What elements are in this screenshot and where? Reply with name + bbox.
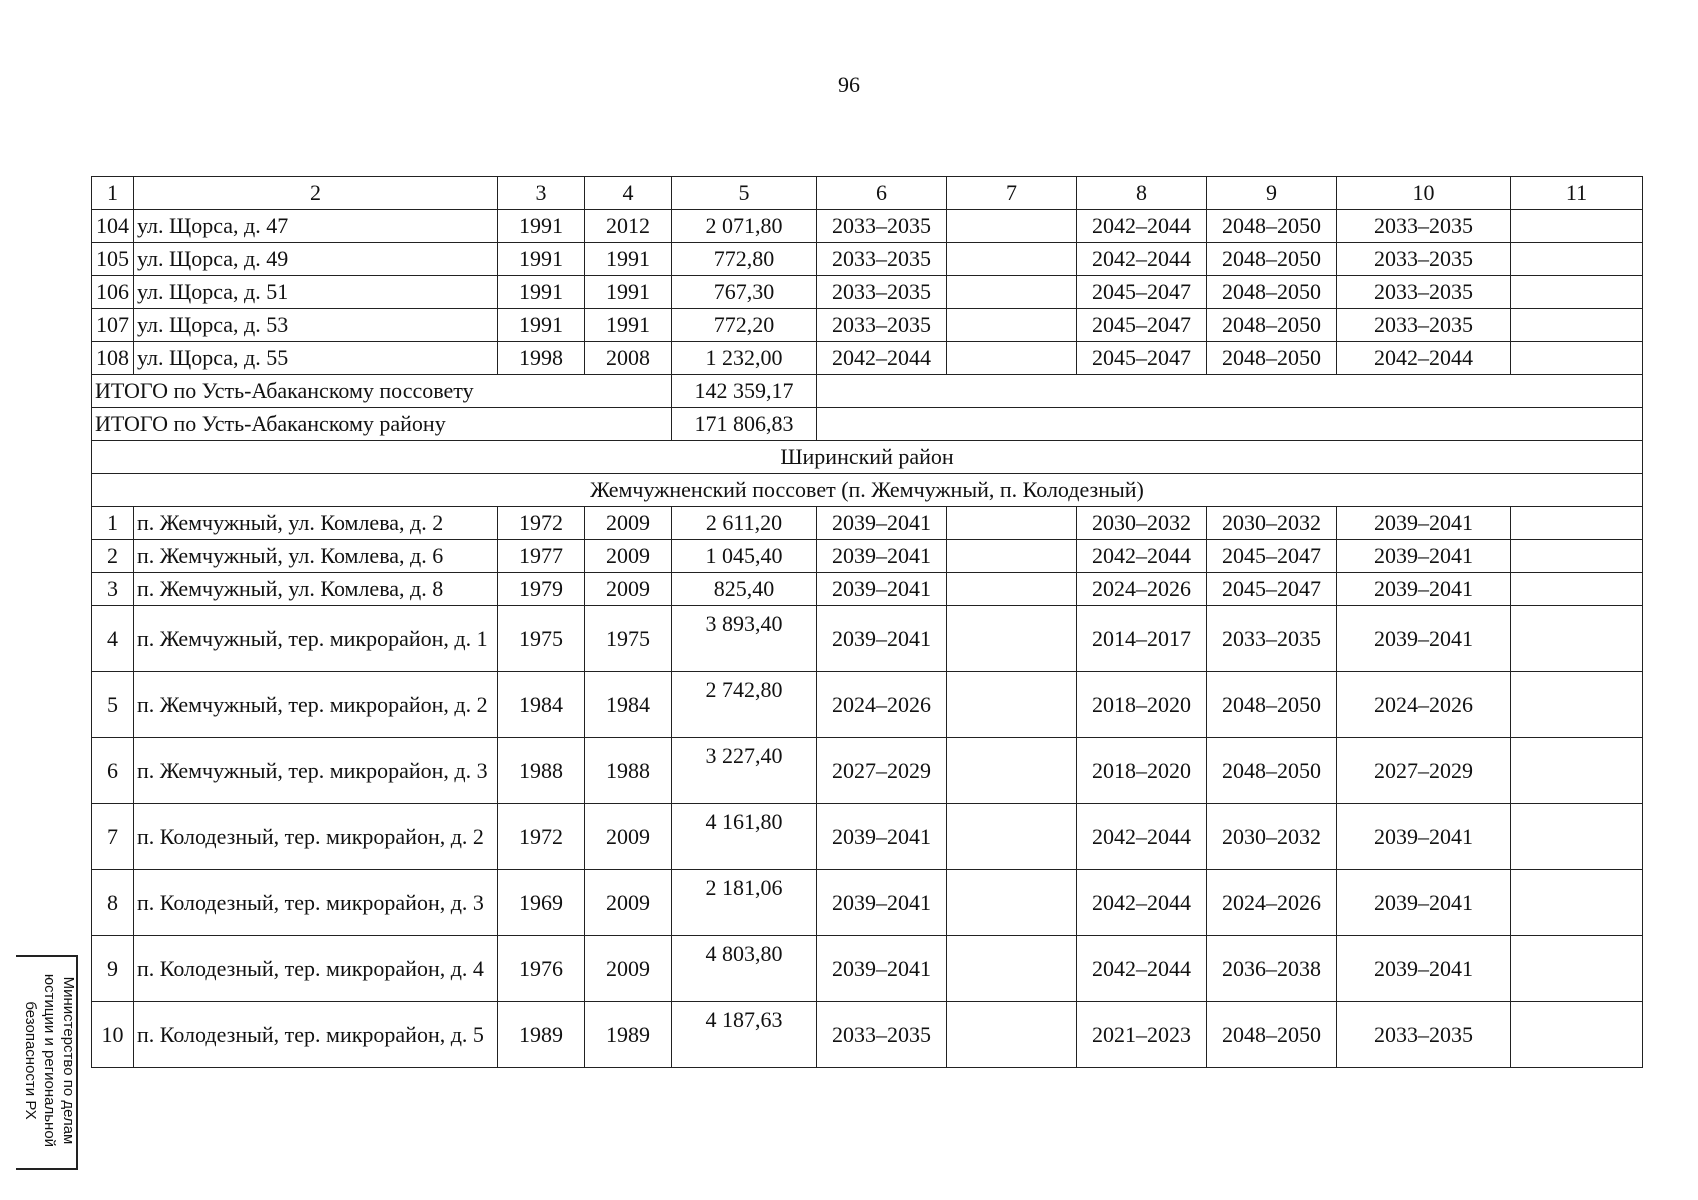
table-cell (1511, 243, 1643, 276)
table-cell: 2042–2044 (817, 342, 947, 375)
table-cell (947, 210, 1077, 243)
table-cell (1511, 870, 1643, 936)
table-cell: 2008 (585, 342, 672, 375)
table-cell: 105 (92, 243, 134, 276)
table-cell: 2033–2035 (1337, 276, 1511, 309)
total-value: 142 359,17 (672, 375, 817, 408)
table-cell: 1991 (585, 276, 672, 309)
table-row (92, 507, 1643, 540)
table-cell (1511, 507, 1643, 540)
table-cell: 1 (92, 507, 134, 540)
table-cell: 1991 (498, 210, 585, 243)
table-row (92, 936, 1643, 1002)
table-cell: 1991 (498, 243, 585, 276)
table-cell: 2042–2044 (1337, 342, 1511, 375)
column-header: 4 (585, 177, 672, 210)
table-cell (947, 309, 1077, 342)
table-cell: 2045–2047 (1207, 540, 1337, 573)
table-cell: 2018–2020 (1077, 672, 1207, 738)
table-cell: 767,30 (672, 276, 817, 309)
table-cell: 2033–2035 (817, 243, 947, 276)
table-row (92, 309, 1643, 342)
table-cell: 2045–2047 (1207, 573, 1337, 606)
table-cell: 2033–2035 (1337, 210, 1511, 243)
table-cell: 3 (92, 573, 134, 606)
table-cell (947, 507, 1077, 540)
table-cell: 1984 (498, 672, 585, 738)
table-cell (1511, 210, 1643, 243)
table-row (92, 276, 1643, 309)
table-cell (1511, 738, 1643, 804)
table-cell: 1989 (585, 1002, 672, 1068)
table-cell: 4 161,80 (672, 804, 817, 870)
table-cell: 2033–2035 (817, 309, 947, 342)
table-cell: 2048–2050 (1207, 1002, 1337, 1068)
table-cell: 2039–2041 (1337, 540, 1511, 573)
table-cell: 2009 (585, 804, 672, 870)
table-cell: 2045–2047 (1077, 309, 1207, 342)
total-blank (817, 375, 1643, 408)
table-cell: 2030–2032 (1077, 507, 1207, 540)
address-cell: п. Жемчужный, тер. микрорайон, д. 1 (134, 606, 498, 672)
header-row (92, 177, 1643, 210)
column-header: 2 (134, 177, 498, 210)
table-cell: 1991 (498, 276, 585, 309)
table-cell: 2042–2044 (1077, 210, 1207, 243)
table-cell: 2042–2044 (1077, 936, 1207, 1002)
settlement-title: Жемчужненский поссовет (п. Жемчужный, п. Колодезный) (92, 474, 1643, 507)
table-cell: 1979 (498, 573, 585, 606)
total-row (92, 375, 1643, 408)
table-cell: 1991 (498, 309, 585, 342)
table-cell (1511, 540, 1643, 573)
table-cell: 1969 (498, 870, 585, 936)
column-header: 7 (947, 177, 1077, 210)
table-cell: 2033–2035 (1337, 243, 1511, 276)
table-cell (947, 936, 1077, 1002)
page-number: 96 (838, 72, 860, 97)
table-cell (947, 870, 1077, 936)
total-row (92, 408, 1643, 441)
column-header: 1 (92, 177, 134, 210)
table-cell: 4 187,63 (672, 1002, 817, 1068)
table-cell: 1988 (498, 738, 585, 804)
address-cell: ул. Щорса, д. 49 (134, 243, 498, 276)
table-cell: 1991 (585, 309, 672, 342)
table-cell: 2048–2050 (1207, 309, 1337, 342)
column-header: 5 (672, 177, 817, 210)
table-row (92, 1002, 1643, 1068)
table-cell: 2039–2041 (817, 804, 947, 870)
table-cell: 2039–2041 (1337, 936, 1511, 1002)
table-cell: 4 (92, 606, 134, 672)
address-cell: п. Жемчужный, ул. Комлева, д. 8 (134, 573, 498, 606)
table-cell: 1972 (498, 804, 585, 870)
table-cell: 5 (92, 672, 134, 738)
table-cell: 3 227,40 (672, 738, 817, 804)
address-cell: п. Жемчужный, ул. Комлева, д. 2 (134, 507, 498, 540)
table-cell: 2012 (585, 210, 672, 243)
address-cell: п. Колодезный, тер. микрорайон, д. 3 (134, 870, 498, 936)
stamp-line: безопасности РХ (22, 1001, 39, 1120)
table-cell: 107 (92, 309, 134, 342)
table-cell: 10 (92, 1002, 134, 1068)
housing-repair-table (91, 176, 1643, 1068)
table-cell: 2009 (585, 507, 672, 540)
table-row (92, 738, 1643, 804)
table-cell (1511, 309, 1643, 342)
table-cell (947, 540, 1077, 573)
table-cell: 8 (92, 870, 134, 936)
table-cell: 2045–2047 (1077, 342, 1207, 375)
table-cell: 1989 (498, 1002, 585, 1068)
table-cell: 2039–2041 (1337, 870, 1511, 936)
table-cell (1511, 936, 1643, 1002)
column-header: 9 (1207, 177, 1337, 210)
table-cell: 2042–2044 (1077, 870, 1207, 936)
column-header: 8 (1077, 177, 1207, 210)
table-row (92, 540, 1643, 573)
table-cell: 2048–2050 (1207, 342, 1337, 375)
table-cell: 2039–2041 (817, 606, 947, 672)
table-cell: 2030–2032 (1207, 804, 1337, 870)
table-cell: 2027–2029 (1337, 738, 1511, 804)
table-row (92, 342, 1643, 375)
table-cell (1511, 606, 1643, 672)
table-cell: 2027–2029 (817, 738, 947, 804)
table-cell: 1991 (585, 243, 672, 276)
address-cell: п. Колодезный, тер. микрорайон, д. 4 (134, 936, 498, 1002)
table-cell: 1975 (585, 606, 672, 672)
address-cell: п. Колодезный, тер. микрорайон, д. 5 (134, 1002, 498, 1068)
table-row (92, 804, 1643, 870)
table-cell: 2 611,20 (672, 507, 817, 540)
table-cell (947, 276, 1077, 309)
table-cell: 2024–2026 (1337, 672, 1511, 738)
table-cell: 1988 (585, 738, 672, 804)
table-cell: 2048–2050 (1207, 738, 1337, 804)
column-header: 3 (498, 177, 585, 210)
table-cell: 2039–2041 (817, 540, 947, 573)
table-cell: 2036–2038 (1207, 936, 1337, 1002)
table-cell: 1 045,40 (672, 540, 817, 573)
table-cell: 2030–2032 (1207, 507, 1337, 540)
table-cell: 2042–2044 (1077, 243, 1207, 276)
table-cell: 2048–2050 (1207, 672, 1337, 738)
address-cell: п. Жемчужный, тер. микрорайон, д. 2 (134, 672, 498, 738)
table-cell: 2024–2026 (1207, 870, 1337, 936)
table-cell (947, 573, 1077, 606)
table-cell: 2033–2035 (817, 276, 947, 309)
address-cell: п. Колодезный, тер. микрорайон, д. 2 (134, 804, 498, 870)
table-cell: 1972 (498, 507, 585, 540)
table-cell: 2033–2035 (1207, 606, 1337, 672)
table-row (92, 573, 1643, 606)
table-cell: 2024–2026 (1077, 573, 1207, 606)
table-cell: 2042–2044 (1077, 540, 1207, 573)
total-blank (817, 408, 1643, 441)
table-row (92, 210, 1643, 243)
table-cell: 9 (92, 936, 134, 1002)
total-value: 171 806,83 (672, 408, 817, 441)
table-cell: 108 (92, 342, 134, 375)
district-title: Ширинский район (92, 441, 1643, 474)
table-cell (1511, 573, 1643, 606)
table-cell: 2 071,80 (672, 210, 817, 243)
table-cell: 2033–2035 (1337, 309, 1511, 342)
table-cell: 2 (92, 540, 134, 573)
table-cell (947, 342, 1077, 375)
table-cell: 2039–2041 (817, 870, 947, 936)
table-cell: 2 742,80 (672, 672, 817, 738)
ministry-stamp (18, 955, 78, 1166)
table-cell (947, 1002, 1077, 1068)
table-cell: 1976 (498, 936, 585, 1002)
table-cell (947, 738, 1077, 804)
table-cell (1511, 276, 1643, 309)
table-cell: 2009 (585, 573, 672, 606)
address-cell: п. Жемчужный, тер. микрорайон, д. 3 (134, 738, 498, 804)
total-label: ИТОГО по Усть-Абаканскому району (92, 408, 672, 441)
table-cell: 4 803,80 (672, 936, 817, 1002)
table-cell (1511, 1002, 1643, 1068)
table-cell: 6 (92, 738, 134, 804)
table-cell: 2021–2023 (1077, 1002, 1207, 1068)
table-cell: 2024–2026 (817, 672, 947, 738)
settlement-row (92, 474, 1643, 507)
table-cell: 2039–2041 (1337, 804, 1511, 870)
table-cell: 1975 (498, 606, 585, 672)
table-cell (1511, 342, 1643, 375)
table-cell: 2039–2041 (817, 573, 947, 606)
table-row (92, 243, 1643, 276)
address-cell: ул. Щорса, д. 55 (134, 342, 498, 375)
table-cell: 2045–2047 (1077, 276, 1207, 309)
table-cell: 2009 (585, 870, 672, 936)
address-cell: ул. Щорса, д. 53 (134, 309, 498, 342)
table-cell: 104 (92, 210, 134, 243)
table-cell: 772,20 (672, 309, 817, 342)
table-cell (1511, 672, 1643, 738)
column-header: 11 (1511, 177, 1643, 210)
address-cell: п. Жемчужный, ул. Комлева, д. 6 (134, 540, 498, 573)
table-cell: 2042–2044 (1077, 804, 1207, 870)
table-cell: 2 181,06 (672, 870, 817, 936)
table-cell (947, 804, 1077, 870)
table-cell: 1 232,00 (672, 342, 817, 375)
table-cell: 1977 (498, 540, 585, 573)
table-cell: 3 893,40 (672, 606, 817, 672)
table-cell: 772,80 (672, 243, 817, 276)
table-cell: 2048–2050 (1207, 210, 1337, 243)
table-cell: 2039–2041 (1337, 606, 1511, 672)
table-cell: 2039–2041 (1337, 573, 1511, 606)
total-label: ИТОГО по Усть-Абаканскому поссовету (92, 375, 672, 408)
stamp-line: юстиции и региональной (41, 973, 58, 1148)
stamp-line: Министерство по делам (60, 976, 77, 1145)
table-cell: 2009 (585, 936, 672, 1002)
table-cell: 1998 (498, 342, 585, 375)
table-cell: 2039–2041 (817, 936, 947, 1002)
table-cell: 2018–2020 (1077, 738, 1207, 804)
table-cell: 1984 (585, 672, 672, 738)
table-cell (947, 243, 1077, 276)
district-row (92, 441, 1643, 474)
address-cell: ул. Щорса, д. 51 (134, 276, 498, 309)
column-header: 6 (817, 177, 947, 210)
table-row (92, 606, 1643, 672)
table-cell: 2048–2050 (1207, 243, 1337, 276)
table-cell: 2033–2035 (817, 1002, 947, 1068)
table-cell: 2033–2035 (1337, 1002, 1511, 1068)
table-cell: 2039–2041 (817, 507, 947, 540)
table-cell: 106 (92, 276, 134, 309)
column-header: 10 (1337, 177, 1511, 210)
table-cell: 825,40 (672, 573, 817, 606)
table-cell: 2033–2035 (817, 210, 947, 243)
table-cell: 2014–2017 (1077, 606, 1207, 672)
table-cell: 2048–2050 (1207, 276, 1337, 309)
table-cell: 2009 (585, 540, 672, 573)
table-row (92, 870, 1643, 936)
table-cell: 7 (92, 804, 134, 870)
table-cell (1511, 804, 1643, 870)
table-row (92, 672, 1643, 738)
table-cell (947, 606, 1077, 672)
table-cell (947, 672, 1077, 738)
table-cell: 2039–2041 (1337, 507, 1511, 540)
address-cell: ул. Щорса, д. 47 (134, 210, 498, 243)
